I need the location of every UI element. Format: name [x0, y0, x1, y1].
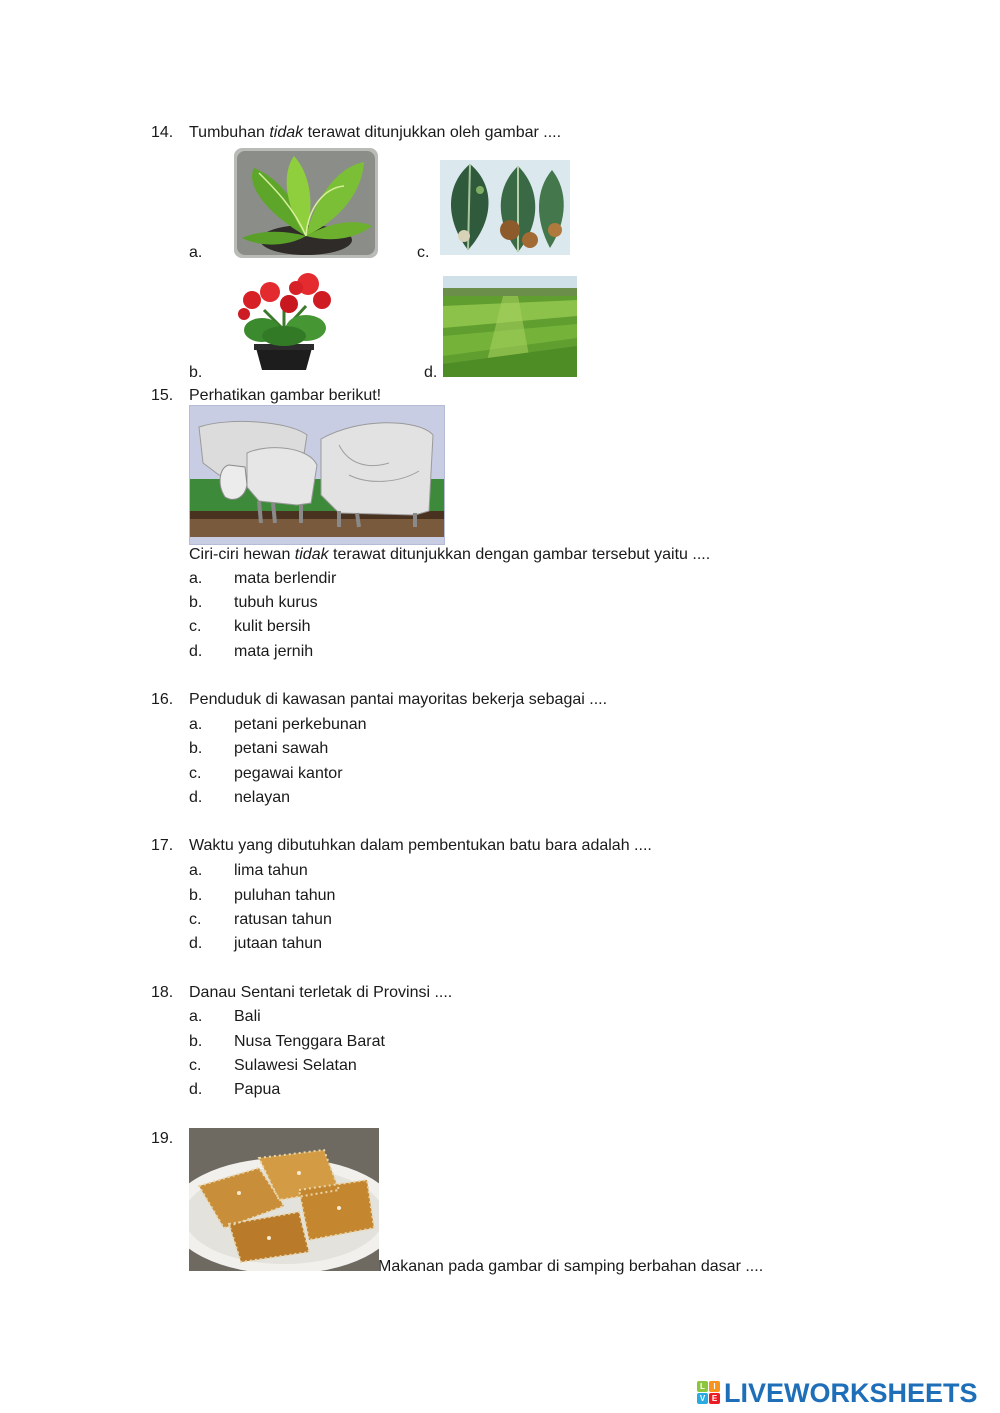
q17-option-d-letter[interactable]: d. — [189, 935, 203, 952]
q17-question: Waktu yang dibutuhkan dalam pembentukan batu bara adalah .... — [189, 837, 652, 854]
q14-option-c-letter[interactable]: c. — [417, 244, 430, 261]
q18-question: Danau Sentani terletak di Provinsi .... — [189, 984, 453, 1001]
q15-option-a-letter[interactable]: a. — [189, 570, 203, 587]
q14-option-b-image[interactable] — [234, 270, 344, 373]
q15-text-italic: tidak — [294, 546, 329, 563]
q15-cows-image — [189, 405, 445, 545]
q17-option-c-letter[interactable]: c. — [189, 911, 202, 928]
q19-number: 19. — [151, 1130, 174, 1147]
q14-option-a-image[interactable] — [234, 148, 378, 258]
liveworksheets-icon — [697, 1381, 721, 1405]
q16-option-c-text[interactable]: pegawai kantor — [234, 765, 343, 782]
q16-option-d-letter[interactable]: d. — [189, 789, 203, 806]
q16-option-d-text[interactable]: nelayan — [234, 789, 291, 806]
q15-option-d-letter[interactable]: d. — [189, 643, 203, 660]
q17-option-b-letter[interactable]: b. — [189, 887, 203, 904]
q18-option-c-letter[interactable]: c. — [189, 1057, 202, 1074]
q16-option-c-letter[interactable]: c. — [189, 765, 202, 782]
q14-text-before: Tumbuhan — [189, 124, 270, 141]
q14-number: 14. — [151, 124, 174, 141]
q14-text-after: terawat ditunjukkan oleh gambar .... — [303, 124, 562, 141]
logo-letter-i: I — [709, 1381, 720, 1392]
q16-number: 16. — [151, 691, 174, 708]
q19-cake-image — [189, 1128, 379, 1271]
q18-option-a-letter[interactable]: a. — [189, 1008, 203, 1025]
q16-option-b-text[interactable]: petani sawah — [234, 740, 329, 757]
q15-text-before: Ciri-ciri hewan — [189, 546, 295, 563]
q17-option-d-text[interactable]: jutaan tahun — [234, 935, 323, 952]
logo-letter-e: E — [709, 1393, 720, 1404]
q18-option-d-letter[interactable]: d. — [189, 1081, 203, 1098]
q17-number: 17. — [151, 837, 174, 854]
q18-number: 18. — [151, 984, 174, 1001]
q15-option-d-text[interactable]: mata jernih — [234, 643, 314, 660]
q14-question — [189, 123, 561, 143]
q15-option-c-letter[interactable]: c. — [189, 618, 202, 635]
q15-option-a-text[interactable]: mata berlendir — [234, 570, 337, 587]
q14-option-a-letter[interactable]: a. — [189, 244, 203, 261]
q15-intro: Perhatikan gambar berikut! — [189, 387, 382, 404]
q16-option-a-letter[interactable]: a. — [189, 716, 203, 733]
q17-option-a-text[interactable]: lima tahun — [234, 862, 308, 879]
q15-option-b-letter[interactable]: b. — [189, 594, 203, 611]
q16-option-b-letter[interactable]: b. — [189, 740, 203, 757]
q16-question: Penduduk di kawasan pantai mayoritas bekerja sebagai .... — [189, 691, 608, 708]
q18-option-a-text[interactable]: Bali — [234, 1008, 261, 1025]
q17-option-a-letter[interactable]: a. — [189, 862, 203, 879]
q15-option-b-text[interactable]: tubuh kurus — [234, 594, 318, 611]
q14-option-d-letter[interactable]: d. — [424, 364, 438, 381]
logo-letter-l: L — [697, 1381, 708, 1392]
liveworksheets-wordmark: LIVEWORKSHEETS — [724, 1377, 978, 1408]
q15-number: 15. — [151, 387, 174, 404]
q18-option-b-letter[interactable]: b. — [189, 1033, 203, 1050]
q14-option-c-image[interactable] — [440, 160, 570, 255]
q16-option-a-text[interactable]: petani perkebunan — [234, 716, 367, 733]
q17-option-c-text[interactable]: ratusan tahun — [234, 911, 332, 928]
q15-question — [189, 545, 710, 565]
q17-option-b-text[interactable]: puluhan tahun — [234, 887, 336, 904]
q15-text-after: terawat ditunjukkan dengan gambar tersebut yaitu .... — [328, 546, 711, 563]
q14-option-d-image[interactable] — [443, 276, 577, 377]
liveworksheets-logo[interactable] — [697, 1378, 978, 1408]
q15-option-c-text[interactable]: kulit bersih — [234, 618, 311, 635]
q14-option-b-letter[interactable]: b. — [189, 364, 203, 381]
q19-question: Makanan pada gambar di samping berbahan dasar .... — [378, 1258, 764, 1275]
q18-option-c-text[interactable]: Sulawesi Selatan — [234, 1057, 357, 1074]
q18-option-d-text[interactable]: Papua — [234, 1081, 281, 1098]
q14-text-italic: tidak — [269, 124, 304, 141]
logo-letter-v: V — [697, 1393, 708, 1404]
q18-option-b-text[interactable]: Nusa Tenggara Barat — [234, 1033, 385, 1050]
